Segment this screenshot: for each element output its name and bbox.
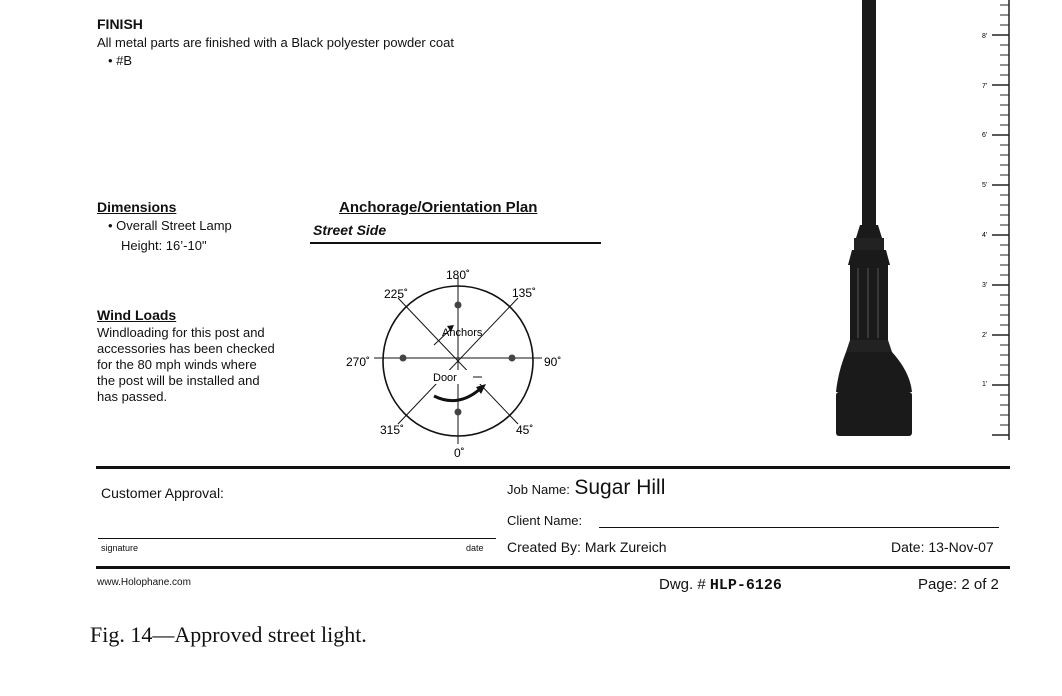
angle-135: 135˚ bbox=[512, 286, 537, 300]
signature-line bbox=[98, 538, 496, 539]
client-name-label: Client Name: bbox=[507, 513, 583, 528]
ruler-label-1: 1' bbox=[982, 381, 988, 388]
client-name-line bbox=[599, 527, 999, 528]
drawing-number bbox=[659, 576, 782, 594]
angle-45: 45˚ bbox=[516, 423, 534, 437]
wind-loads-line: for the 80 mph winds where bbox=[97, 357, 257, 372]
website-link[interactable]: www.Holophane.com bbox=[97, 577, 191, 588]
finish-text: All metal parts are finished with a Black polyester powder coat bbox=[97, 35, 454, 50]
job-name-value: Sugar Hill bbox=[574, 476, 666, 499]
height-scale-ruler bbox=[980, 0, 1020, 445]
job-name-label: Job Name: bbox=[507, 482, 570, 497]
ruler-label-7: 7' bbox=[982, 83, 988, 90]
ruler-label-8: 8' bbox=[982, 33, 988, 40]
ruler-label-6: 6' bbox=[982, 132, 988, 139]
drawing-number-value: HLP-6126 bbox=[709, 577, 782, 594]
wind-loads-heading: Wind Loads bbox=[97, 307, 177, 323]
created-by: Created By: Mark Zureich bbox=[507, 539, 667, 555]
job-name bbox=[507, 476, 665, 500]
anchorage-heading: Anchorage/Orientation Plan bbox=[339, 199, 538, 216]
drawing-number-label: Dwg. # bbox=[659, 576, 706, 593]
street-lamp-post-drawing bbox=[830, 0, 920, 440]
street-side-label: Street Side bbox=[313, 222, 387, 238]
titleblock-top-rule bbox=[96, 466, 1010, 469]
wind-loads-line: accessories has been checked bbox=[97, 341, 275, 356]
orientation-plan-diagram bbox=[330, 262, 580, 462]
ruler-label-3: 3' bbox=[982, 282, 988, 289]
angle-180: 180˚ bbox=[446, 268, 471, 282]
wind-loads-line: the post will be installed and bbox=[97, 373, 260, 388]
signature-caption: signature bbox=[101, 543, 139, 553]
wind-loads-text bbox=[97, 325, 275, 405]
wind-loads-line: has passed. bbox=[97, 389, 168, 404]
angle-225: 225˚ bbox=[384, 287, 409, 301]
angle-270: 270˚ bbox=[346, 355, 371, 369]
street-side-line bbox=[310, 242, 601, 244]
date-caption: date bbox=[466, 543, 484, 553]
angle-0: 0˚ bbox=[454, 446, 465, 460]
titleblock-bottom-rule bbox=[96, 566, 1010, 569]
dimensions-heading: Dimensions bbox=[97, 199, 177, 215]
anchors-label: Anchors bbox=[442, 327, 483, 339]
drawing-date: Date: 13-Nov-07 bbox=[891, 539, 994, 555]
page-number: Page: 2 of 2 bbox=[918, 576, 999, 593]
wind-loads-line: Windloading for this post and bbox=[97, 325, 265, 340]
door-label: Door bbox=[433, 372, 457, 384]
angle-315: 315˚ bbox=[380, 423, 405, 437]
ruler-label-5: 5' bbox=[982, 182, 988, 189]
customer-approval-label: Customer Approval: bbox=[101, 485, 224, 501]
figure-caption: Fig. 14—Approved street light. bbox=[90, 622, 367, 647]
finish-heading: FINISH bbox=[97, 16, 143, 32]
dimensions-height: Height: 16’-10" bbox=[121, 238, 207, 253]
finish-bullet: • #B bbox=[108, 53, 133, 68]
angle-90: 90˚ bbox=[544, 355, 562, 369]
ruler-label-2: 2' bbox=[982, 332, 988, 339]
ruler-label-4: 4' bbox=[982, 232, 988, 239]
dimensions-bullet: • Overall Street Lamp bbox=[108, 218, 232, 233]
